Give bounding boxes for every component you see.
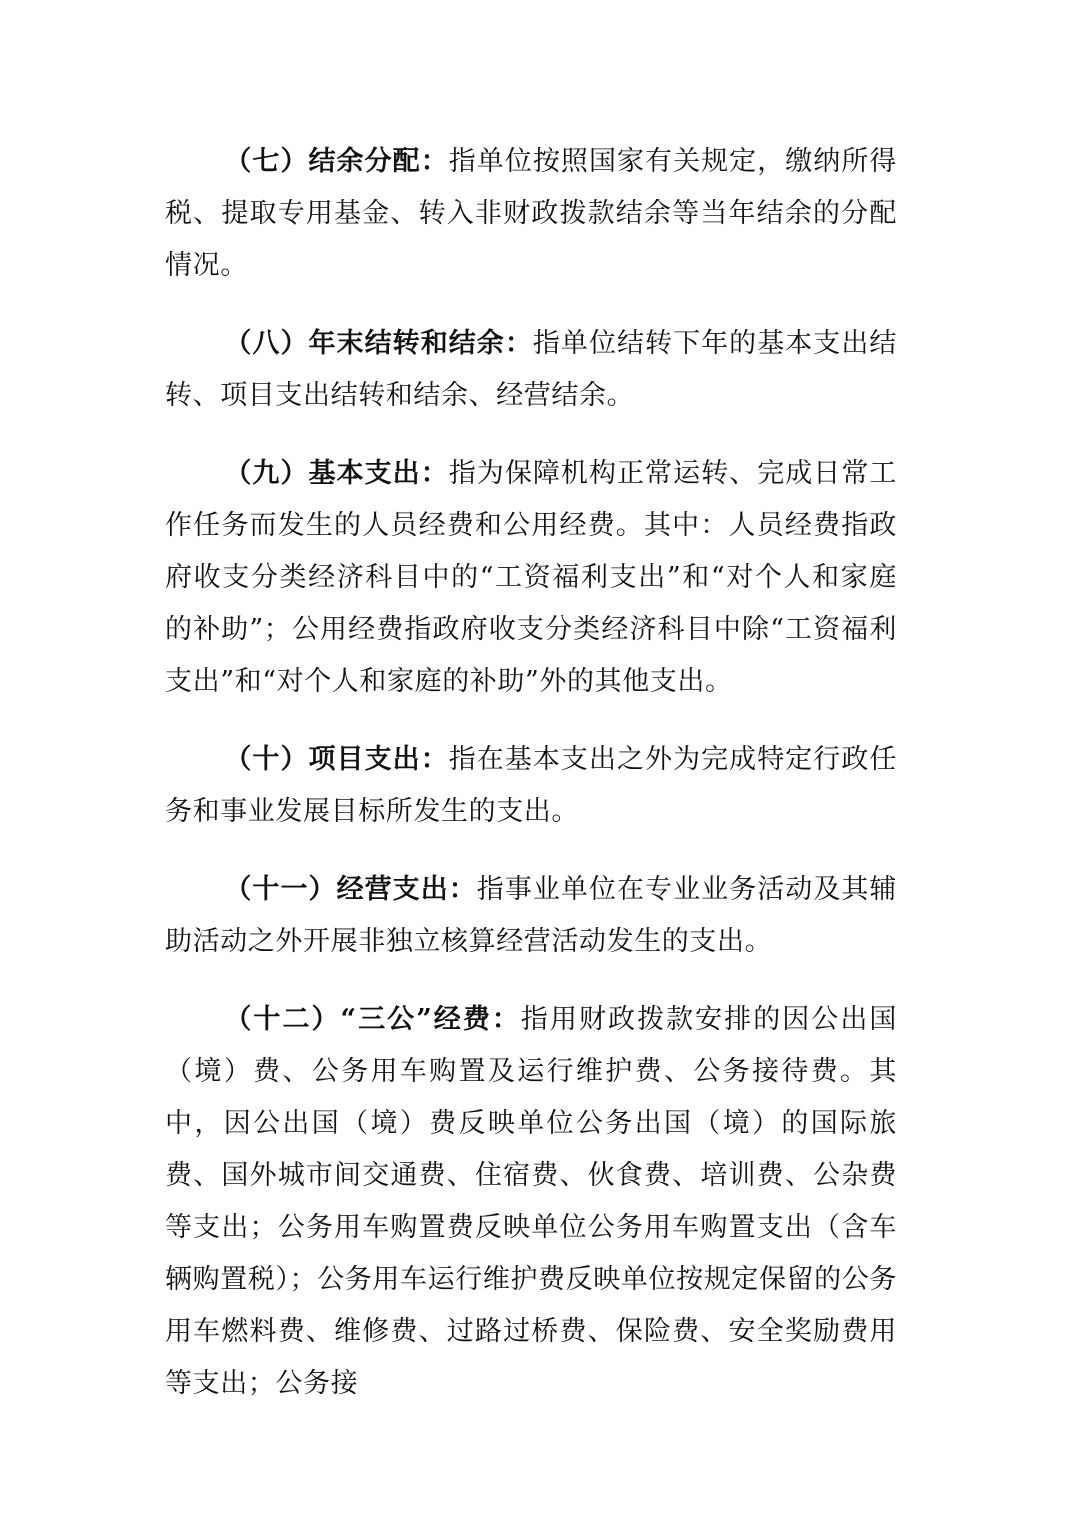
paragraph-project-expenditure [165,734,897,838]
term-label: （九）基本支出： [224,458,449,489]
term-definition: 指单位结转下年的基本支出结转、项目支出结转和结余、经营结余。 [165,328,897,411]
term-definition: 指单位按照国家有关规定，缴纳所得税、提取专用基金、转入非财政拨款结余等当年结余的分配情况。 [165,146,897,281]
term-definition: 指事业单位在专业业务活动及其辅助活动之外开展非独立核算经营活动发生的支出。 [165,874,898,957]
paragraph-basic-expenditure [165,448,897,708]
term-label: （十一）经营支出： [224,874,477,905]
paragraph-operating-expenditure [165,864,897,968]
term-definition: 指在基本支出之外为完成特定行政任务和事业发展目标所发生的支出。 [165,744,897,827]
paragraph-surplus-distribution [165,136,897,292]
term-label: （十二）“三公”经费： [224,1004,521,1035]
document-body [165,136,897,1436]
term-label: （七）结余分配： [224,146,449,177]
paragraph-three-public-expenses [165,994,897,1410]
term-definition: 指为保障机构正常运转、完成日常工作任务而发生的人员经费和公用经费。其中：人员经费指政府收支分类经济科目中的“工资福利支出”和“对个人和家庭的补助”；公用经费指政府收支分类经济科目中除“工资福利支出”和“对个人和家庭的补助”外的其他支出。 [165,458,897,697]
term-definition: 指用财政拨款安排的因公出国（境）费、公务用车购置及运行维护费、公务接待费。其中，因公出国（境）费反映单位公务出国（境）的国际旅费、国外城市间交通费、住宿费、伙食费、培训费、公杂费等支出；公务用车购置费反映单位公务用车购置支出（含车辆购置税）；公务用车运行维护费反映单位按规定保留的公务用车燃料费、维修费、过路过桥费、保险费、安全奖励费用等支出；公务接 [165,1004,897,1399]
term-label: （八）年末结转和结余： [224,328,533,359]
term-label: （十）项目支出： [224,744,449,775]
paragraph-year-end-carryover [165,318,897,422]
